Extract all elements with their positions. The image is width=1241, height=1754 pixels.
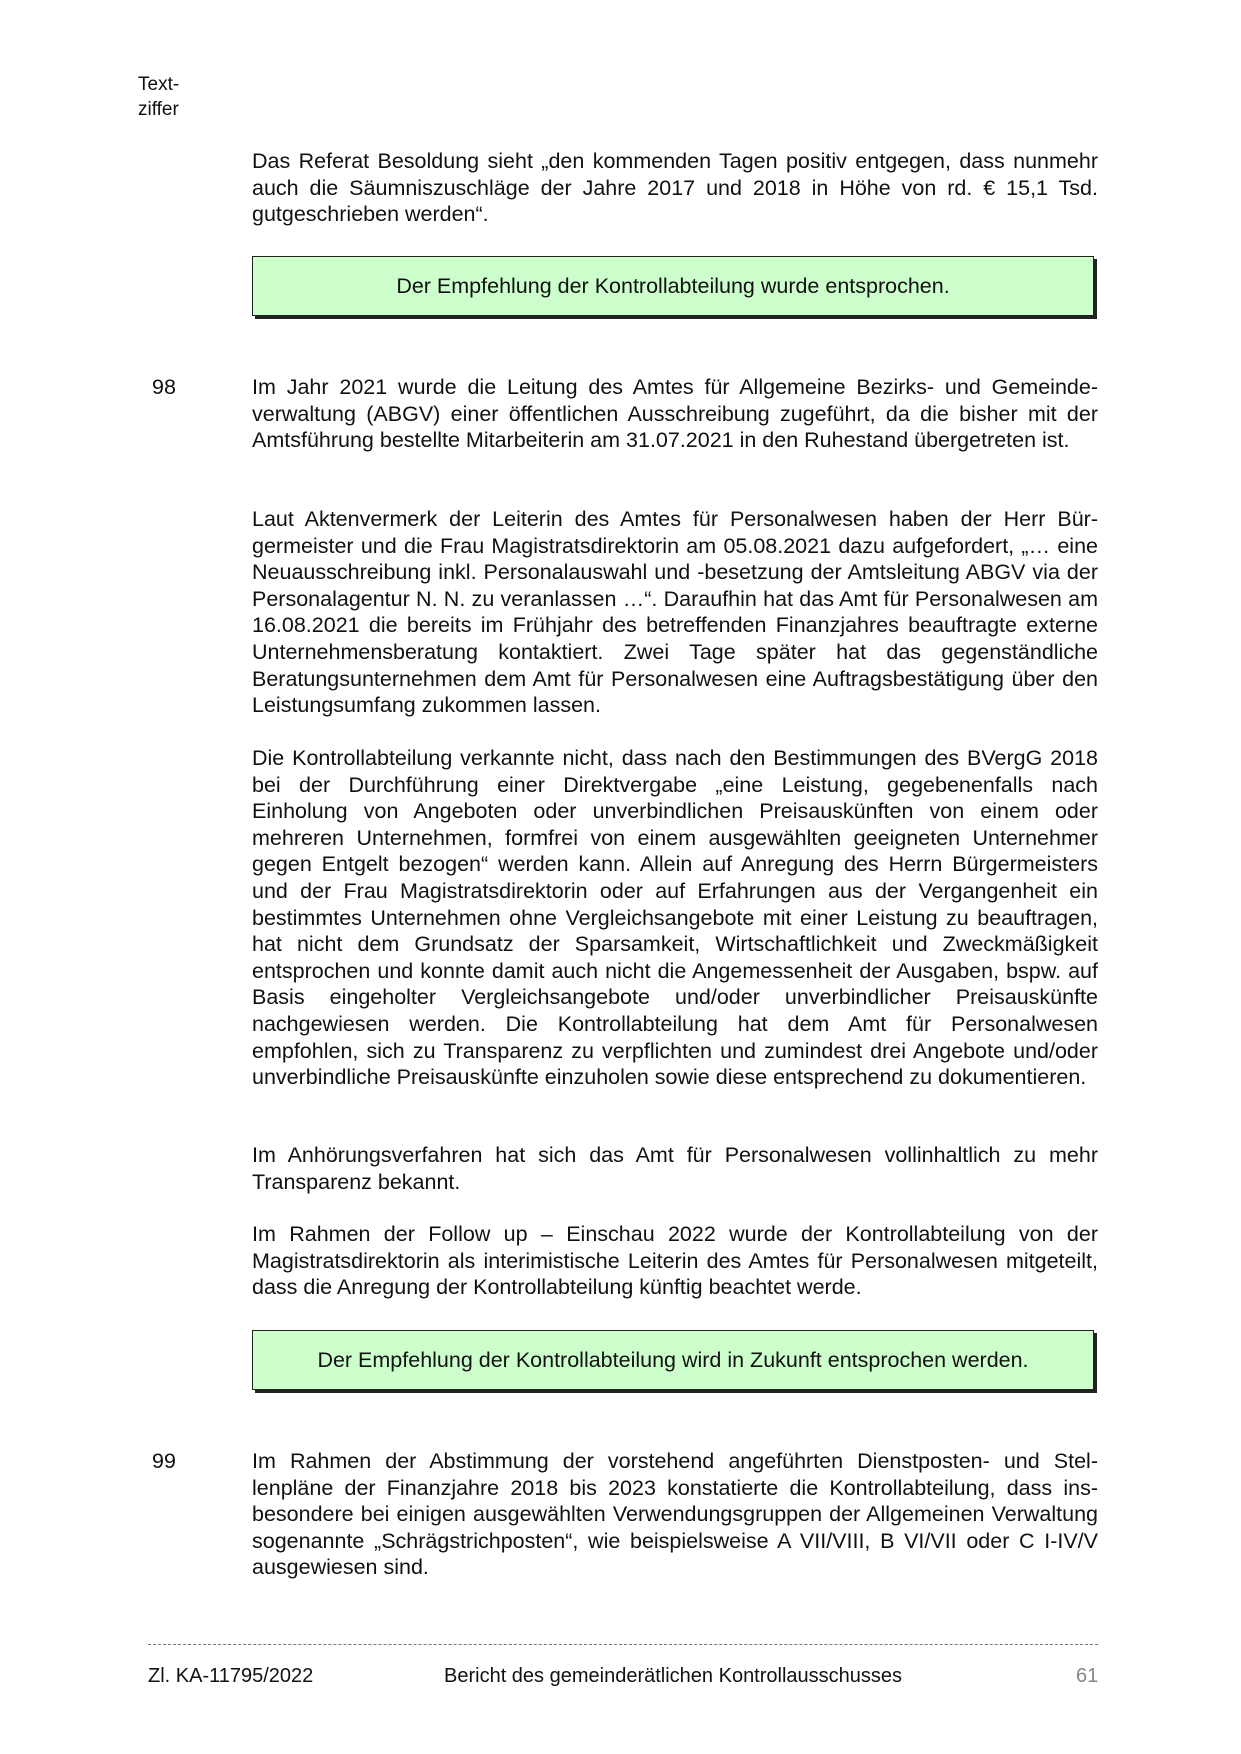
intro-paragraph: Das Referat Besoldung sieht „den kommenden Tagen positiv entgegen, dass nunmehr auch die Säumniszuschläge der Jahre 2017 und 2018 in Höhe von rd. € 15,1 Tsd. gutgeschrieben werden“. xyxy=(252,149,1098,227)
recommendation-notice-1 xyxy=(252,256,1094,316)
paragraph-number-99: 99 xyxy=(152,1449,176,1473)
notice-text: Der Empfehlung der Kontrollabteilung wird in Zukunft entsprochen werden. xyxy=(317,1347,1029,1372)
margin-label-text: Text- ziffer xyxy=(138,74,180,120)
footer-divider xyxy=(148,1644,1098,1645)
recommendation-notice-2 xyxy=(252,1330,1094,1390)
page-number: 61 xyxy=(1076,1665,1099,1687)
notice-text: Der Empfehlung der Kontrollabteilung wurde entsprochen. xyxy=(396,273,950,298)
paragraph-98-3: Die Kontrollabteilung verkannte nicht, dass nach den Bestimmungen des BVergG 2018 bei der Durchführung einer Direktvergabe „eine Leistung, gegebenenfalls nach Einholung von Angeboten oder unverbindlichen Preisauskünften von einem oder mehreren Unternehmen, formfrei von einem ausgewählten geeigneten Unternehmer gegen Entgelt bezogen“ werden kann. Allein auf Anregung des Herrn Bürgermeisters und der Frau Magistratsdirektorin oder auf Erfahrungen aus der Vergangenheit ein bestimmtes Unternehmen ohne Vergleichsangebote mit einer Leistung zu beauftragen, hat nicht dem Grundsatz der Sparsamkeit, Wirtschaftlichkeit und Zweckmäßigkeit entsprochen und konnte damit auch nicht die Angemessenheit der Ausgaben, bspw. auf Basis eingeholter Vergleichsangebote und/oder unverbindlicher Preisauskünfte nachgewiesen werden. Die Kontrollabteilung hat dem Amt für Personalwesen empfohlen, sich zu Transparenz zu verpflichten und zumindest drei Angebote und/oder unverbindliche Preisauskünfte einzuholen sowie diese entsprechend zu dokumentieren. xyxy=(252,746,1098,1090)
footer-title: Bericht des gemeinderätlichen Kontrollausschusses xyxy=(444,1665,903,1687)
margin-label-textziffer xyxy=(138,72,179,122)
footer-reference: Zl. KA-11795/2022 xyxy=(148,1665,314,1687)
paragraph-number-98: 98 xyxy=(152,375,176,399)
paragraph-98-2: Laut Aktenvermerk der Leiterin des Amtes für Personalwesen haben der Herr Bürgermeister und die Frau Magistratsdirektorin am 05.08.2021 dazu aufgefordert, „… eine Neuausschreibung inkl. Personalauswahl und -besetzung der Amtsleitung ABGV via der Personalagentur N. N. zu veranlassen …“. Daraufhin hat das Amt für Personalwesen am 16.08.2021 die bereits im Frühjahr des betreffenden Finanzjahres beauftragte externe Unternehmensberatung kontaktiert. Zwei Tage später hat das gegenständliche Beratungsunternehmen dem Amt für Personalwesen eine Auftragsbestätigung über den Leistungsumfang zukommen lassen. xyxy=(252,507,1098,718)
paragraph-98-1: Im Jahr 2021 wurde die Leitung des Amtes für Allgemeine Bezirks- und Gemeindeverwaltung (ABGV) einer öffentlichen Ausschreibung zugeführt, da die bisher mit der Amtsführung bestellte Mitarbeiterin am 31.07.2021 in den Ruhestand übergetreten ist. xyxy=(252,375,1098,453)
paragraph-99-1: Im Rahmen der Abstimmung der vorstehend angeführten Dienstposten- und Stellenpläne der Finanzjahre 2018 bis 2023 konstatierte die Kontrollabteilung, dass insbesondere bei einigen ausgewählten Verwendungsgruppen der Allgemeinen Verwaltung sogenannte „Schrägstrichposten“, wie beispielsweise A VII/VIII, B VI/VII oder C I-IV/V ausgewiesen sind. xyxy=(252,1449,1098,1580)
paragraph-98-4: Im Anhörungsverfahren hat sich das Amt für Personalwesen vollinhaltlich zu mehr Transparenz bekannt. xyxy=(252,1143,1098,1194)
paragraph-98-5: Im Rahmen der Follow up – Einschau 2022 wurde der Kontrollabteilung von der Magistratsdirektorin als interimistische Leiterin des Amtes für Personalwesen mitgeteilt, dass die Anregung der Kontrollabteilung künftig beachtet werde. xyxy=(252,1222,1098,1300)
